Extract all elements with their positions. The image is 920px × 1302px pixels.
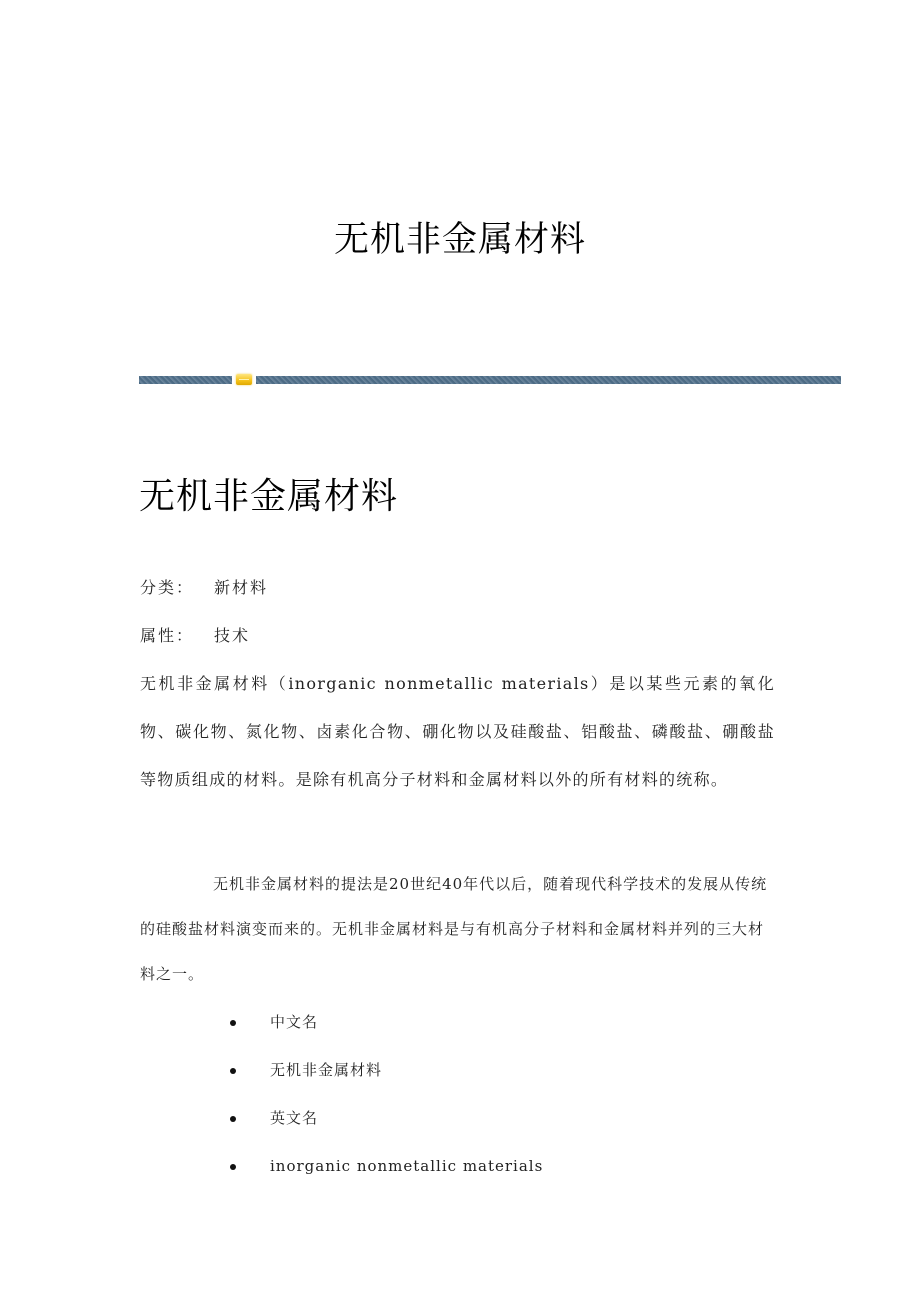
bullet-icon: [230, 1116, 236, 1122]
bullet-icon: [230, 1020, 236, 1026]
bullet-icon: [230, 1164, 236, 1170]
meta-category: [140, 577, 268, 599]
meta-category-label: 分类：: [140, 578, 195, 597]
divider-bar-left: [139, 376, 232, 384]
meta-attribute-label: 属性：: [140, 626, 195, 645]
cover-title: 无机非金属材料: [333, 220, 586, 260]
meta-attribute: [140, 625, 250, 647]
definition-paragraph: 无机非金属材料（inorganic nonmetallic materials）是以某些元素的氧化物、碳化物、氮化物、卤素化合物、硼化物以及硅酸盐、铝酸盐、磷酸盐、硼酸盐等物质组成的材料。是除有机高分子材料和金属材料以外的所有材料的统称。: [140, 674, 775, 789]
history-paragraph: 无机非金属材料的提法是20世纪40年代以后，随着现代科学技术的发展从传统的硅酸盐材料演变而来的。无机非金属材料是与有机高分子材料和金属材料并列的三大材料之一。: [140, 875, 768, 983]
divider-bar-right: [256, 376, 841, 384]
document-title: 无机非金属材料: [139, 476, 399, 517]
decorative-divider: [139, 376, 841, 384]
meta-category-value: 新材料: [214, 578, 269, 597]
bullet-icon: [230, 1068, 236, 1074]
meta-attribute-value: 技术: [214, 626, 251, 645]
divider-gem-icon: [236, 374, 252, 385]
